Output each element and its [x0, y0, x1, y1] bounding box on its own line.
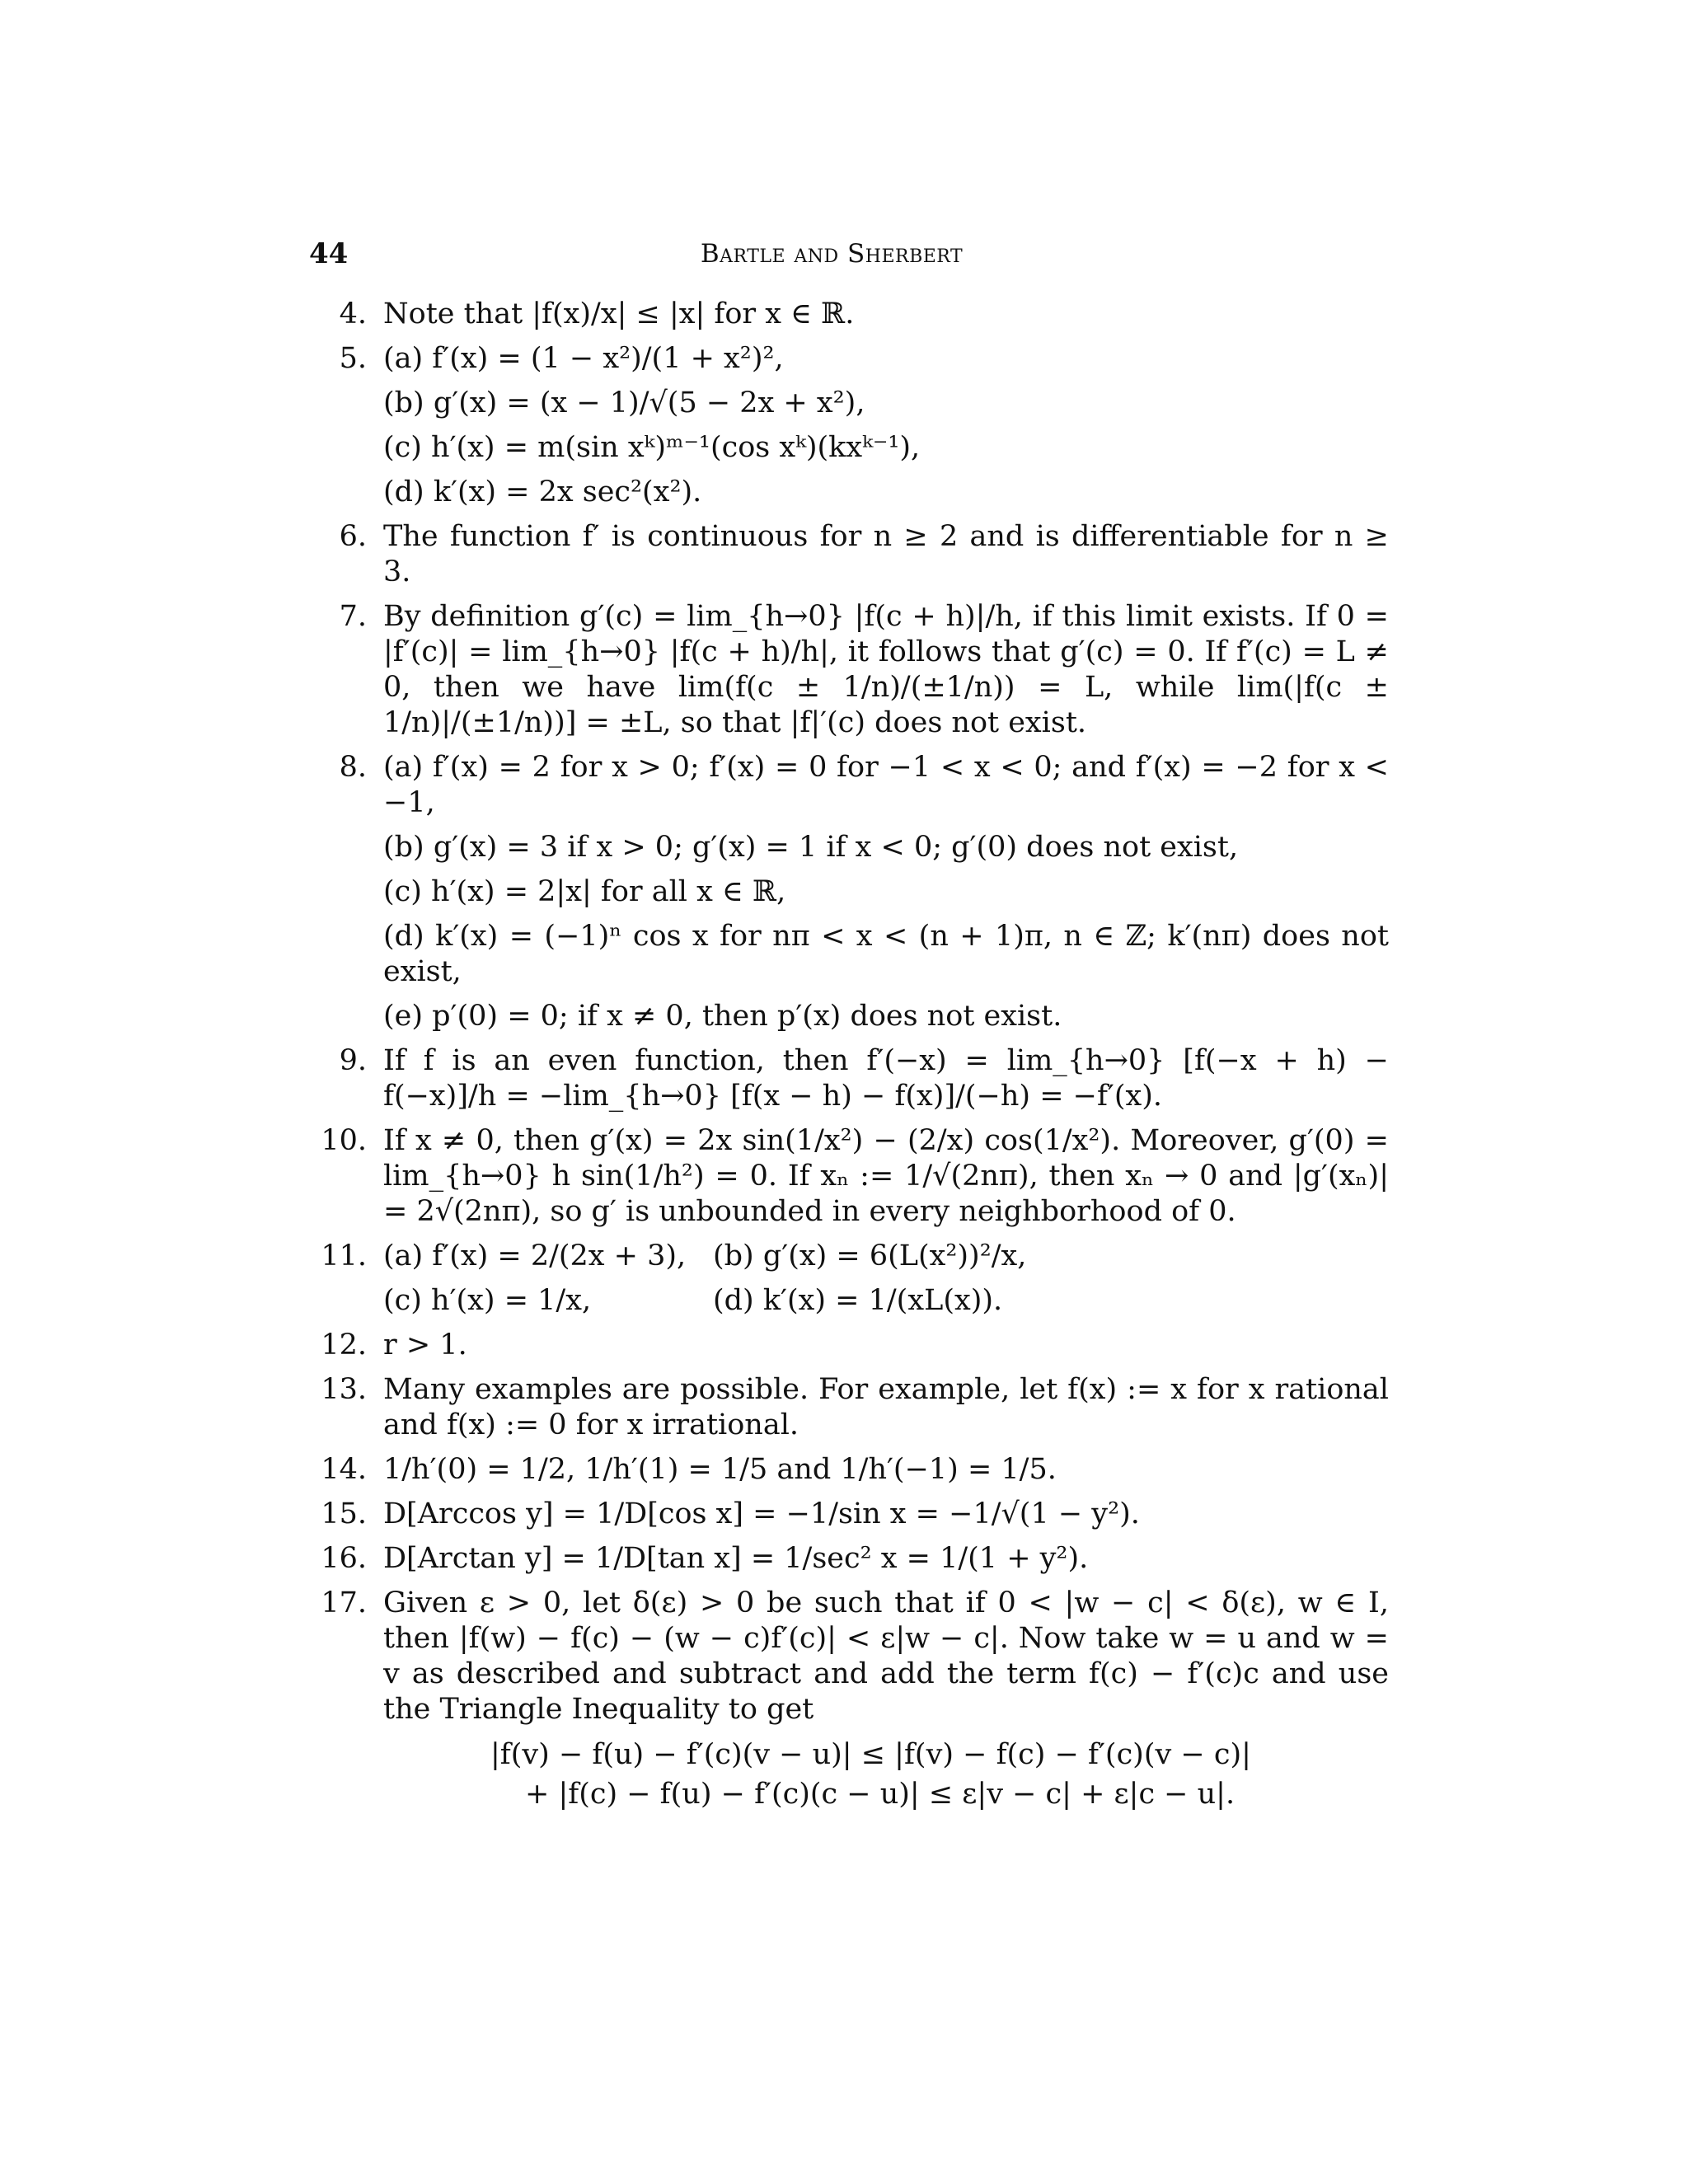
item-number: 9. [339, 1044, 367, 1077]
answer-item [309, 297, 1389, 332]
item-text: 1/h′(0) = 1/2, 1/h′(1) = 1/5 and 1/h′(−1) = 1/5. [383, 1453, 1057, 1486]
item-number: 4. [339, 298, 367, 330]
answer-item [309, 1328, 1389, 1363]
item-number: 5. [339, 342, 367, 375]
item-text: The function f′ is continuous for n ≥ 2 and is differentiable for n ≥ 3. [383, 520, 1389, 588]
sub-answer: (c) h′(x) = 1/x, [383, 1284, 592, 1317]
item-number: 12. [321, 1329, 367, 1361]
item-number: 6. [339, 520, 367, 553]
sub-answer: (b) g′(x) = 3 if x > 0; g′(x) = 1 if x < 0; g′(0) does not exist, [383, 831, 1239, 864]
item-text: Given ε > 0, let δ(ε) > 0 be such that if 0 < |w − c| < δ(ε), w ∈ I, then |f(w) − f(c) − (w − c)f′(c)| < ε|w − c|. Now take w = u and w = v as described and subtract and add the term f(c) − f′(c)c and use the Triangle Inequality to get [383, 1586, 1389, 1726]
answer-item [309, 1452, 1389, 1488]
answer-item [309, 1043, 1389, 1114]
page-number: 44 [309, 237, 349, 270]
answer-item [309, 1497, 1389, 1532]
running-head: Bartle and Sherbert [700, 239, 964, 269]
item-number: 15. [321, 1497, 367, 1530]
item-content [383, 1239, 1389, 1319]
equation-line: |f(v) − f(u) − f′(c)(v − u)| ≤ |f(v) − f(c) − f′(c)(v − c)| [490, 1738, 1251, 1771]
item-text: D[Arccos y] = 1/D[cos x] = −1/sin x = −1/√(1 − y²). [383, 1497, 1140, 1530]
item-number: 14. [321, 1453, 367, 1486]
answer-item [309, 1372, 1389, 1443]
answers-list [309, 297, 1389, 1736]
item-number: 8. [339, 751, 367, 784]
sub-answer: (b) g′(x) = 6(L(x²))²/x, [713, 1240, 1027, 1272]
sub-answer: (a) f′(x) = 2 for x > 0; f′(x) = 0 for −1 < x < 0; and f′(x) = −2 for x < −1, [383, 751, 1389, 819]
item-text: If f is an even function, then f′(−x) = lim_{h→0} [f(−x + h) − f(−x)]/h = −lim_{h→0} [f(x − h) − f(x)]/(−h) = −f′(x). [383, 1044, 1389, 1113]
answer-item [309, 1541, 1389, 1577]
item-text: By definition g′(c) = lim_{h→0} |f(c + h)|/h, if this limit exists. If 0 = |f′(c)| = lim_{h→0} |f(c + h)/h|, it follows that g′(c) = 0. If f′(c) = L ≠ 0, then we have lim(f(c ± 1/n)/(±1/n)) = L, while lim(|f(c ± 1/n)|/(±1/n))] = ±L, so that |f|′(c) does not exist. [383, 600, 1389, 739]
sub-answer: (c) h′(x) = 2|x| for all x ∈ ℝ, [383, 875, 786, 908]
equation-line: + |f(c) − f(u) − f′(c)(c − u)| ≤ ε|v − c| + ε|c − u|. [525, 1778, 1236, 1811]
sub-answer: (c) h′(x) = m(sin xᵏ)ᵐ⁻¹(cos xᵏ)(kxᵏ⁻¹), [383, 431, 921, 464]
answer-item [309, 599, 1389, 741]
sub-answer: (d) k′(x) = 2x sec²(x²). [383, 476, 702, 509]
answer-item [309, 1123, 1389, 1230]
item-number: 7. [339, 600, 367, 633]
item-text: Note that |f(x)/x| ≤ |x| for x ∈ ℝ. [383, 298, 855, 330]
page-header [309, 237, 1354, 279]
sub-answer-row [383, 1239, 1389, 1274]
item-text: D[Arctan y] = 1/D[tan x] = 1/sec² x = 1/(1 + y²). [383, 1542, 1089, 1575]
item-number: 10. [321, 1124, 367, 1157]
item-content [383, 341, 1389, 510]
item-number: 13. [321, 1373, 367, 1406]
sub-answer: (d) k′(x) = 1/(xL(x)). [713, 1284, 1003, 1317]
item-content [383, 750, 1389, 1034]
sub-answer: (d) k′(x) = (−1)ⁿ cos x for nπ < x < (n + 1)π, n ∈ ℤ; k′(nπ) does not exist, [383, 920, 1389, 988]
sub-answer: (a) f′(x) = 2/(2x + 3), [383, 1240, 687, 1272]
answer-item [309, 1586, 1389, 1727]
item-number: 16. [321, 1542, 367, 1575]
answer-item [309, 1239, 1389, 1319]
answer-item [309, 519, 1389, 590]
item-number: 17. [321, 1586, 367, 1619]
sub-answer: (a) f′(x) = (1 − x²)/(1 + x²)², [383, 342, 784, 375]
item-text: r > 1. [383, 1329, 467, 1361]
sub-answer: (b) g′(x) = (x − 1)/√(5 − 2x + x²), [383, 387, 865, 419]
item-text: If x ≠ 0, then g′(x) = 2x sin(1/x²) − (2/x) cos(1/x²). Moreover, g′(0) = lim_{h→0} h sin(1/h²) = 0. If xₙ := 1/√(2nπ), then xₙ → 0 and |g′(xₙ)| = 2√(2nπ), so g′ is unbounded in every neighborhood of 0. [383, 1124, 1389, 1228]
item-number: 11. [321, 1240, 367, 1272]
sub-answer-row [383, 1283, 1389, 1319]
answer-item [309, 750, 1389, 1034]
answer-item [309, 341, 1389, 510]
display-equation [490, 1735, 1251, 1814]
sub-answer: (e) p′(0) = 0; if x ≠ 0, then p′(x) does not exist. [383, 1000, 1062, 1033]
item-text: Many examples are possible. For example, let f(x) := x for x rational and f(x) := 0 for x irrational. [383, 1373, 1389, 1441]
